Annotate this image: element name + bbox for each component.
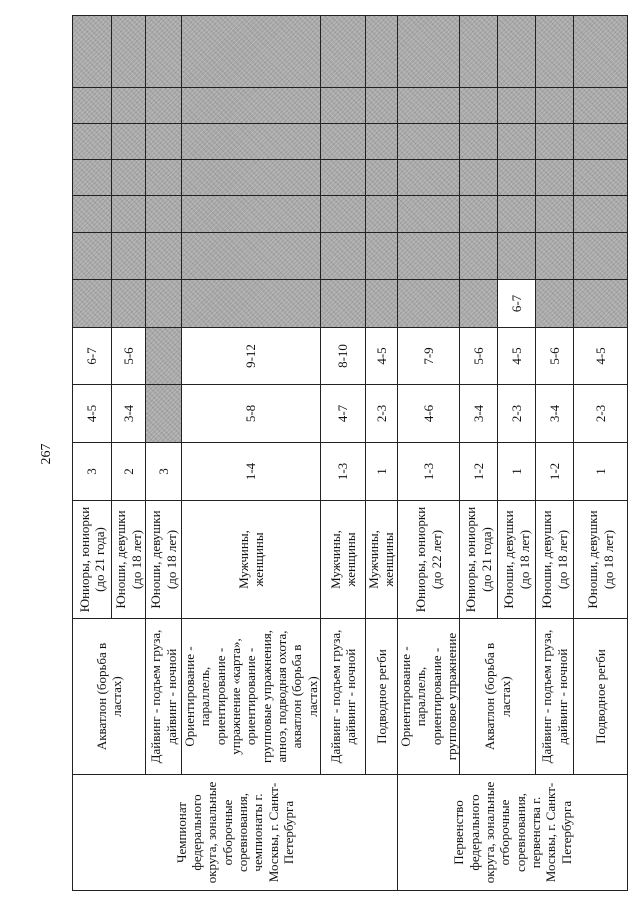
shaded-cell xyxy=(536,16,574,88)
shaded-cell xyxy=(574,124,628,160)
value-cell: 7-9 xyxy=(397,328,459,385)
table-row xyxy=(182,16,321,891)
shaded-cell xyxy=(146,233,182,280)
value-cell: 5-6 xyxy=(112,328,146,385)
shaded-cell xyxy=(574,88,628,124)
shaded-cell xyxy=(146,16,182,88)
shaded-cell xyxy=(182,16,321,88)
value-cell: 4-5 xyxy=(73,385,112,443)
shaded-cell xyxy=(498,88,536,124)
shaded-cell xyxy=(365,196,397,233)
value-cell: 2-3 xyxy=(365,385,397,443)
shaded-cell xyxy=(397,88,459,124)
shaded-cell xyxy=(73,16,112,88)
shaded-cell xyxy=(146,88,182,124)
shaded-cell xyxy=(460,124,498,160)
shaded-cell xyxy=(460,16,498,88)
shaded-cell xyxy=(146,124,182,160)
table-row xyxy=(397,16,459,891)
value-cell: 2 xyxy=(112,443,146,501)
shaded-cell xyxy=(460,196,498,233)
group-cell: Юноши, девушки (до 18 лет) xyxy=(574,501,628,619)
shaded-cell xyxy=(182,280,321,328)
shaded-cell xyxy=(112,124,146,160)
shaded-cell xyxy=(320,16,365,88)
shaded-cell xyxy=(112,88,146,124)
shaded-cell xyxy=(365,124,397,160)
value-cell: 6-7 xyxy=(498,280,536,328)
shaded-cell xyxy=(320,160,365,196)
table-row xyxy=(146,16,182,891)
shaded-cell xyxy=(574,196,628,233)
value-cell: 4-5 xyxy=(498,328,536,385)
shaded-cell xyxy=(320,88,365,124)
table-row xyxy=(320,16,365,891)
group-cell: Юниоры, юниорки (до 22 лет) xyxy=(397,501,459,619)
shaded-cell xyxy=(460,88,498,124)
discipline-cell: Ориентирование - параллель, ориентирование - упражнение «карта», ориентирование - групповые упражнения, апноэ, подводная охота, акватлон (борьба в ластах) xyxy=(182,619,321,775)
value-cell: 1 xyxy=(365,443,397,501)
shaded-cell xyxy=(73,280,112,328)
page-number: 267 xyxy=(39,443,54,465)
group-cell: Юноши, девушки (до 18 лет) xyxy=(146,501,182,619)
discipline-cell: Подводное регби xyxy=(365,619,397,775)
value-cell: 2-3 xyxy=(498,385,536,443)
shaded-cell xyxy=(182,233,321,280)
shaded-cell xyxy=(320,280,365,328)
shaded-cell xyxy=(73,233,112,280)
shaded-cell xyxy=(397,160,459,196)
shaded-cell xyxy=(73,88,112,124)
value-cell: 2-3 xyxy=(574,385,628,443)
value-cell: 3-4 xyxy=(536,385,574,443)
shaded-cell xyxy=(112,196,146,233)
shaded-cell xyxy=(73,196,112,233)
shaded-cell xyxy=(73,124,112,160)
value-cell: 1 xyxy=(574,443,628,501)
shaded-cell xyxy=(536,124,574,160)
value-cell: 1 xyxy=(498,443,536,501)
shaded-cell xyxy=(182,196,321,233)
shaded-cell xyxy=(498,16,536,88)
shaded-cell xyxy=(112,233,146,280)
shaded-cell xyxy=(397,233,459,280)
shaded-cell xyxy=(146,280,182,328)
group-cell: Юноши, девушки (до 18 лет) xyxy=(498,501,536,619)
value-cell: 1-3 xyxy=(320,443,365,501)
table-row xyxy=(365,16,397,891)
value-cell: 5-6 xyxy=(536,328,574,385)
group-cell: Юниоры, юниорки (до 21 года) xyxy=(73,501,112,619)
shaded-cell xyxy=(320,124,365,160)
value-cell: 6-7 xyxy=(73,328,112,385)
shaded-cell xyxy=(498,196,536,233)
value-cell: 1-2 xyxy=(536,443,574,501)
table-row xyxy=(536,16,574,891)
shaded-cell xyxy=(574,160,628,196)
value-cell: 4-5 xyxy=(365,328,397,385)
competition-cell: Первенство федерального округа, зональные отборочные соревнования, первенства г. Москвы, г. Санкт-Петербурга xyxy=(397,775,627,891)
discipline-cell: Ориентирование - параллель, ориентирование - групповое упражнение xyxy=(397,619,459,775)
value-cell: 9-12 xyxy=(182,328,321,385)
shaded-cell xyxy=(498,160,536,196)
competition-cell: Чемпионат федерального округа, зональные отборочные соревнования, чемпионаты г. Москвы, г. Санкт-Петербурга xyxy=(73,775,398,891)
results-table xyxy=(72,15,628,891)
discipline-cell: Дайвинг - подъем груза, дайвинг - ночной xyxy=(536,619,574,775)
value-cell: 1-3 xyxy=(397,443,459,501)
value-cell: 5-8 xyxy=(182,385,321,443)
group-cell: Мужчины, женщины xyxy=(182,501,321,619)
shaded-cell xyxy=(182,160,321,196)
group-cell: Мужчины, женщины xyxy=(365,501,397,619)
value-cell: 3-4 xyxy=(112,385,146,443)
shaded-cell xyxy=(460,233,498,280)
shaded-cell xyxy=(112,160,146,196)
results-table-container xyxy=(72,16,616,891)
shaded-cell xyxy=(574,233,628,280)
group-cell: Юноши, девушки (до 18 лет) xyxy=(536,501,574,619)
group-cell: Юноши, девушки (до 18 лет) xyxy=(112,501,146,619)
group-cell: Мужчины, женщины xyxy=(320,501,365,619)
discipline-cell: Подводное регби xyxy=(574,619,628,775)
shaded-cell xyxy=(112,280,146,328)
table-row xyxy=(73,16,112,891)
shaded-cell xyxy=(397,196,459,233)
shaded-cell xyxy=(574,280,628,328)
shaded-cell xyxy=(365,16,397,88)
shaded-cell xyxy=(146,196,182,233)
shaded-cell xyxy=(365,233,397,280)
shaded-cell xyxy=(498,233,536,280)
value-cell: 3 xyxy=(146,443,182,501)
group-cell: Юниоры, юниорки (до 21 года) xyxy=(460,501,498,619)
shaded-cell xyxy=(397,124,459,160)
discipline-cell: Дайвинг - подъем груза, дайвинг - ночной xyxy=(320,619,365,775)
value-cell: 4-6 xyxy=(397,385,459,443)
shaded-cell xyxy=(73,160,112,196)
discipline-cell: Дайвинг - подъем груза, дайвинг - ночной xyxy=(146,619,182,775)
shaded-cell xyxy=(397,280,459,328)
shaded-cell xyxy=(112,16,146,88)
table-row xyxy=(574,16,628,891)
value-cell: 4-7 xyxy=(320,385,365,443)
table-row xyxy=(460,16,498,891)
shaded-cell xyxy=(536,280,574,328)
value-cell: 1-4 xyxy=(182,443,321,501)
value-cell: 8-10 xyxy=(320,328,365,385)
shaded-cell xyxy=(146,328,182,385)
shaded-cell xyxy=(536,196,574,233)
value-cell: 4-5 xyxy=(574,328,628,385)
shaded-cell xyxy=(498,124,536,160)
value-cell: 1-2 xyxy=(460,443,498,501)
shaded-cell xyxy=(365,160,397,196)
shaded-cell xyxy=(574,16,628,88)
shaded-cell xyxy=(536,160,574,196)
shaded-cell xyxy=(182,88,321,124)
value-cell: 5-6 xyxy=(460,328,498,385)
discipline-cell: Акватлон (борьба в ластах) xyxy=(73,619,146,775)
shaded-cell xyxy=(146,160,182,196)
shaded-cell xyxy=(365,88,397,124)
shaded-cell xyxy=(536,233,574,280)
discipline-cell: Акватлон (борьба в ластах) xyxy=(460,619,536,775)
shaded-cell xyxy=(182,124,321,160)
shaded-cell xyxy=(320,233,365,280)
shaded-cell xyxy=(397,16,459,88)
shaded-cell xyxy=(460,280,498,328)
shaded-cell xyxy=(536,88,574,124)
value-cell: 3-4 xyxy=(460,385,498,443)
value-cell: 3 xyxy=(73,443,112,501)
shaded-cell xyxy=(460,160,498,196)
shaded-cell xyxy=(365,280,397,328)
shaded-cell xyxy=(146,385,182,443)
shaded-cell xyxy=(320,196,365,233)
